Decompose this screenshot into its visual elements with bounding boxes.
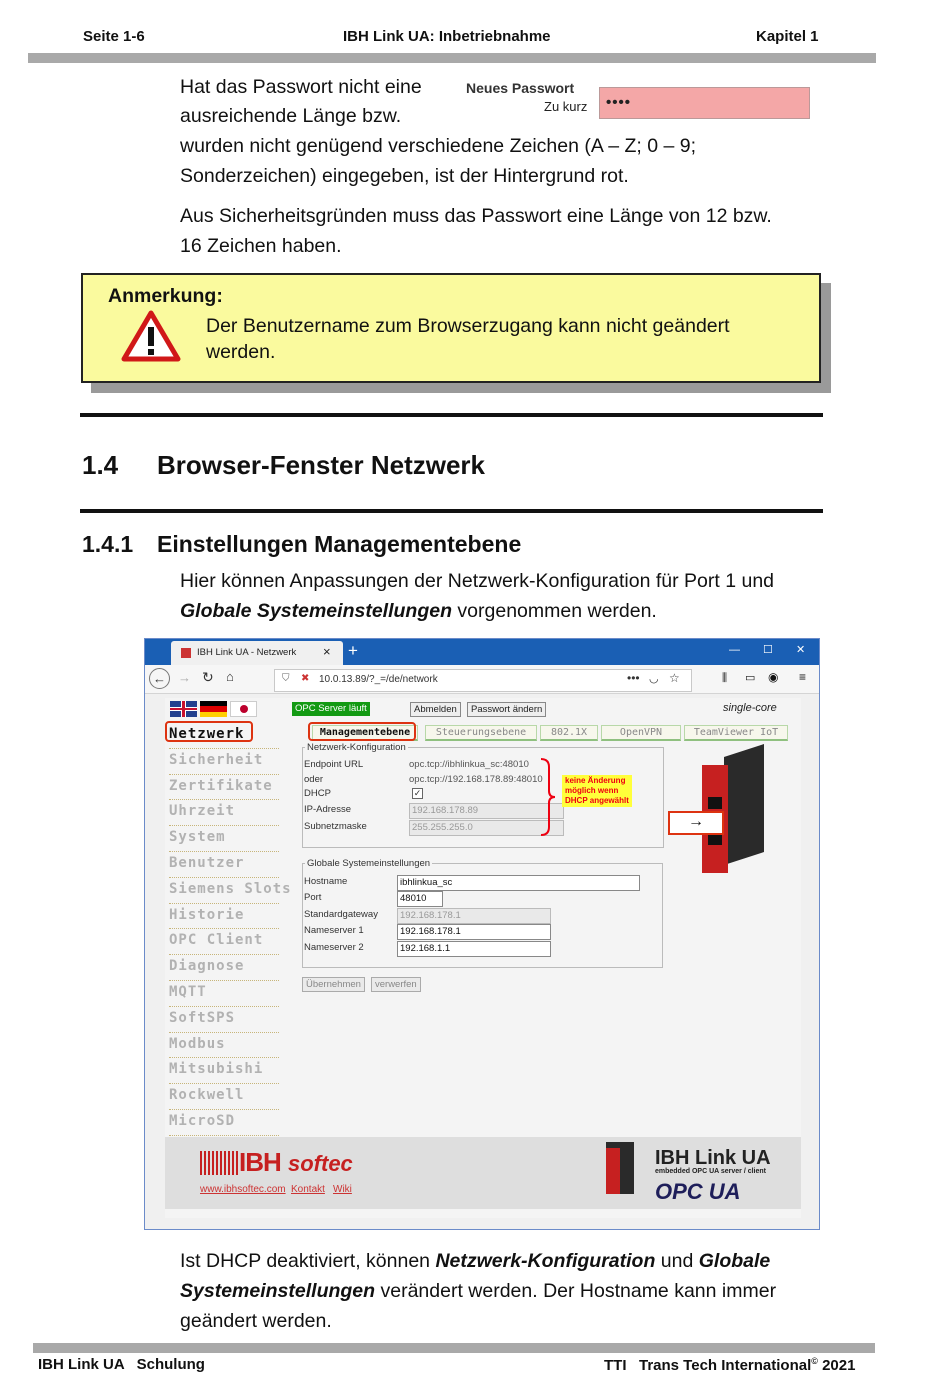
dhcp-label: DHCP [304, 788, 331, 799]
window-maximize-button[interactable]: ☐ [763, 644, 773, 656]
subnet-mask-input[interactable]: 255.255.255.0 [409, 820, 564, 836]
subnet-mask-label: Subnetzmaske [304, 821, 367, 832]
back-arrow-icon[interactable]: ← [149, 668, 170, 689]
tab-managementebene[interactable]: Managementebene [312, 725, 418, 741]
highlight-menu-netzwerk [165, 721, 253, 742]
footer-copyright-sign: © [811, 1356, 818, 1366]
footer-company-name: TTI Trans Tech International [604, 1357, 812, 1374]
after-text-part3: verändert werden. Der Hostname kann immer [375, 1280, 777, 1302]
insecure-lock-icon: ✖ [301, 673, 310, 684]
port1-arrow-icon: → [668, 811, 724, 835]
gateway-label: Standardgateway [304, 909, 378, 920]
highlight-tab-managementebene [308, 722, 416, 741]
shield-icon: ⛉ [282, 673, 290, 684]
endpoint-url-label: Endpoint URL [304, 759, 364, 770]
endpoint-alt-label: oder [304, 774, 324, 785]
after-text-line2 [180, 1276, 776, 1306]
section-rule-top [80, 413, 823, 417]
hamburger-menu-icon[interactable]: ≡ [799, 670, 807, 684]
address-bar-url: 10.0.13.89/?_=/de/network [319, 674, 438, 685]
security-line2: 16 Zeichen haben. [180, 235, 342, 257]
flag-uk-icon[interactable] [170, 701, 197, 717]
hostname-input[interactable]: ibhlinkua_sc [397, 875, 640, 891]
menu-item-historie[interactable]: Historie [169, 904, 279, 930]
pocket-icon[interactable]: ◡ [649, 673, 659, 685]
footer-product-subtitle: embedded OPC UA server / client [655, 1168, 766, 1175]
after-text-line3: geändert werden. [180, 1310, 332, 1332]
favicon-icon [181, 648, 191, 658]
after-text-part2: und [655, 1250, 699, 1272]
core-mode-label: single-core [723, 702, 777, 714]
window-close-button[interactable]: ✕ [796, 644, 806, 656]
menu-item-sicherheit[interactable]: Sicherheit [169, 749, 279, 775]
dhcp-checkbox[interactable]: ✓ [413, 788, 422, 798]
browser-tab-title: IBH Link UA - Netzwerk [197, 647, 297, 658]
endpoint-alt-value: opc.tcp://192.168.178.89:48010 [409, 774, 543, 785]
password-field-label: Neues Passwort [466, 80, 575, 96]
after-bold-globale: Globale [698, 1250, 771, 1272]
section-number: 1.4 [82, 450, 119, 480]
note-line2: werden. [206, 341, 276, 363]
after-bold-system: Systemeinstellungen [180, 1280, 376, 1302]
forward-arrow-icon[interactable]: → [178, 670, 191, 685]
menu-item-rockwell[interactable]: Rockwell [169, 1084, 279, 1110]
bracket-annotation-icon [539, 757, 559, 837]
reload-icon[interactable]: ↻ [202, 669, 214, 685]
port-label: Port [304, 892, 322, 903]
header-page-number: Seite 1-6 [83, 28, 145, 45]
ip-address-label: IP-Adresse [304, 804, 351, 815]
header-divider [28, 53, 876, 63]
main-menu [169, 723, 292, 1136]
nameserver1-label: Nameserver 1 [304, 925, 364, 936]
menu-item-softsps[interactable]: SoftSPS [169, 1007, 279, 1033]
menu-item-zertifikate[interactable]: Zertifikate [169, 775, 279, 801]
account-icon[interactable]: ◉ [768, 670, 779, 684]
menu-item-system[interactable]: System [169, 826, 279, 852]
browser-tab[interactable] [171, 641, 343, 665]
after-bold-netzwerk: Netzwerk-Konfiguration [435, 1250, 656, 1272]
subsection-bold-term: Globale Systemeinstellungen [180, 600, 452, 622]
menu-item-uhrzeit[interactable]: Uhrzeit [169, 800, 279, 826]
library-icon[interactable]: ⫼ [722, 672, 728, 684]
home-icon[interactable]: ⌂ [226, 669, 234, 684]
tab-teamviewer-iot[interactable]: TeamViewer IoT [684, 725, 788, 741]
after-text-part1: Ist DHCP deaktiviert, können [180, 1250, 436, 1272]
tab-802-1x[interactable]: 802.1X [540, 725, 598, 741]
ibh-barcode-logo [200, 1151, 238, 1175]
footer-product-name: IBH Link UA [655, 1147, 771, 1169]
after-text-line1 [180, 1246, 770, 1276]
sidebar-icon[interactable]: ▭ [745, 672, 756, 684]
discard-button[interactable]: verwerfen [371, 977, 421, 992]
nameserver2-input[interactable]: 192.168.1.1 [397, 941, 551, 957]
section-rule-bottom [80, 509, 823, 513]
new-tab-button[interactable]: + [348, 641, 358, 660]
global-settings-legend: Globale Systemeinstellungen [307, 858, 431, 869]
page-actions-icon[interactable]: ••• [627, 671, 640, 685]
network-config-legend: Netzwerk-Konfiguration [307, 742, 406, 753]
apply-button[interactable]: Übernehmen [302, 977, 365, 992]
header-document-title: IBH Link UA: Inbetriebnahme [343, 28, 551, 45]
new-password-input[interactable]: •••• [599, 87, 810, 119]
security-line1: Aus Sicherheitsgründen muss das Passwort eine Länge von 12 bzw. [180, 205, 772, 227]
flag-de-icon[interactable] [200, 701, 227, 717]
password-intro-line3: wurden nicht genügend verschiedene Zeichen (A – Z; 0 – 9; [180, 135, 696, 157]
dhcp-note-line3: DHCP angewählt [565, 796, 629, 805]
bookmark-star-icon[interactable]: ☆ [669, 671, 680, 685]
menu-item-mqtt[interactable]: MQTT [169, 981, 279, 1007]
header-chapter: Kapitel 1 [756, 28, 819, 45]
note-line1: Der Benutzername zum Browserzugang kann nicht geändert [206, 315, 730, 337]
window-minimize-button[interactable]: — [729, 644, 740, 656]
subsection-text-rest: vorgenommen werden. [452, 600, 657, 622]
footer-company [604, 1356, 855, 1374]
tab-close-icon[interactable]: × [323, 644, 331, 659]
flag-jp-icon[interactable] [230, 701, 257, 717]
section-title: Browser-Fenster Netzwerk [157, 450, 485, 480]
dhcp-note-line1: keine Änderung [565, 776, 626, 785]
menu-item-siemens-slots[interactable]: Siemens Slots [169, 878, 279, 904]
contact-link[interactable]: Kontakt [291, 1184, 325, 1195]
nameserver1-input[interactable]: 192.168.178.1 [397, 924, 551, 940]
endpoint-url-value: opc.tcp://ibhlinkua_sc:48010 [409, 759, 529, 770]
ip-address-input[interactable]: 192.168.178.89 [409, 803, 564, 819]
footer-device-image [606, 1142, 634, 1194]
menu-item-diagnose[interactable]: Diagnose [169, 955, 279, 981]
menu-item-netzwerk[interactable]: Netzwerk [169, 723, 279, 749]
warning-icon [121, 310, 181, 362]
subsection-title: Einstellungen Managementebene [157, 531, 522, 557]
server-status-badge: OPC Server läuft [292, 702, 370, 716]
password-field-status: Zu kurz [544, 99, 588, 114]
website-link[interactable]: www.ibhsoftec.com [200, 1184, 286, 1195]
hostname-label: Hostname [304, 876, 348, 887]
softec-logo-text: softec [288, 1151, 353, 1176]
port-input[interactable]: 48010 [397, 891, 443, 907]
nameserver2-label: Nameserver 2 [304, 942, 364, 953]
menu-item-opc-client[interactable]: OPC Client [169, 929, 279, 955]
note-title: Anmerkung: [108, 285, 223, 307]
menu-item-benutzer[interactable]: Benutzer [169, 852, 279, 878]
footer-course: IBH Link UA Schulung [38, 1356, 205, 1373]
menu-item-mitsubishi[interactable]: Mitsubishi [169, 1058, 279, 1084]
footer-year: 2021 [817, 1357, 856, 1374]
password-intro-line4: Sonderzeichen) eingegeben, ist der Hintergrund rot. [180, 165, 629, 187]
subsection-text-line2 [180, 596, 657, 626]
logout-button[interactable]: Abmelden [410, 702, 461, 717]
footer-divider [33, 1343, 875, 1353]
subsection-text-line1: Hier können Anpassungen der Netzwerk-Konfiguration für Port 1 und [180, 570, 775, 592]
wiki-link[interactable]: Wiki [333, 1184, 352, 1195]
menu-item-microsd[interactable]: MicroSD [169, 1110, 279, 1136]
address-bar[interactable] [274, 669, 692, 692]
password-intro-line1: Hat das Passwort nicht eine [180, 76, 422, 98]
tab-openvpn[interactable]: OpenVPN [601, 725, 681, 741]
tab-steuerungsebene[interactable]: Steuerungsebene [425, 725, 537, 741]
gateway-input[interactable]: 192.168.178.1 [397, 908, 551, 924]
dhcp-note-annotation [562, 775, 632, 807]
ibh-logo-text: IBH [239, 1147, 281, 1177]
password-intro-line2: ausreichende Länge bzw. [180, 105, 402, 127]
browser-screenshot [144, 638, 820, 1230]
dhcp-note-line2: möglich wenn [565, 786, 619, 795]
opc-ua-logo: OPC UA [655, 1179, 741, 1204]
subsection-number: 1.4.1 [82, 531, 134, 557]
change-password-button[interactable]: Passwort ändern [467, 702, 546, 717]
menu-item-modbus[interactable]: Modbus [169, 1033, 279, 1059]
